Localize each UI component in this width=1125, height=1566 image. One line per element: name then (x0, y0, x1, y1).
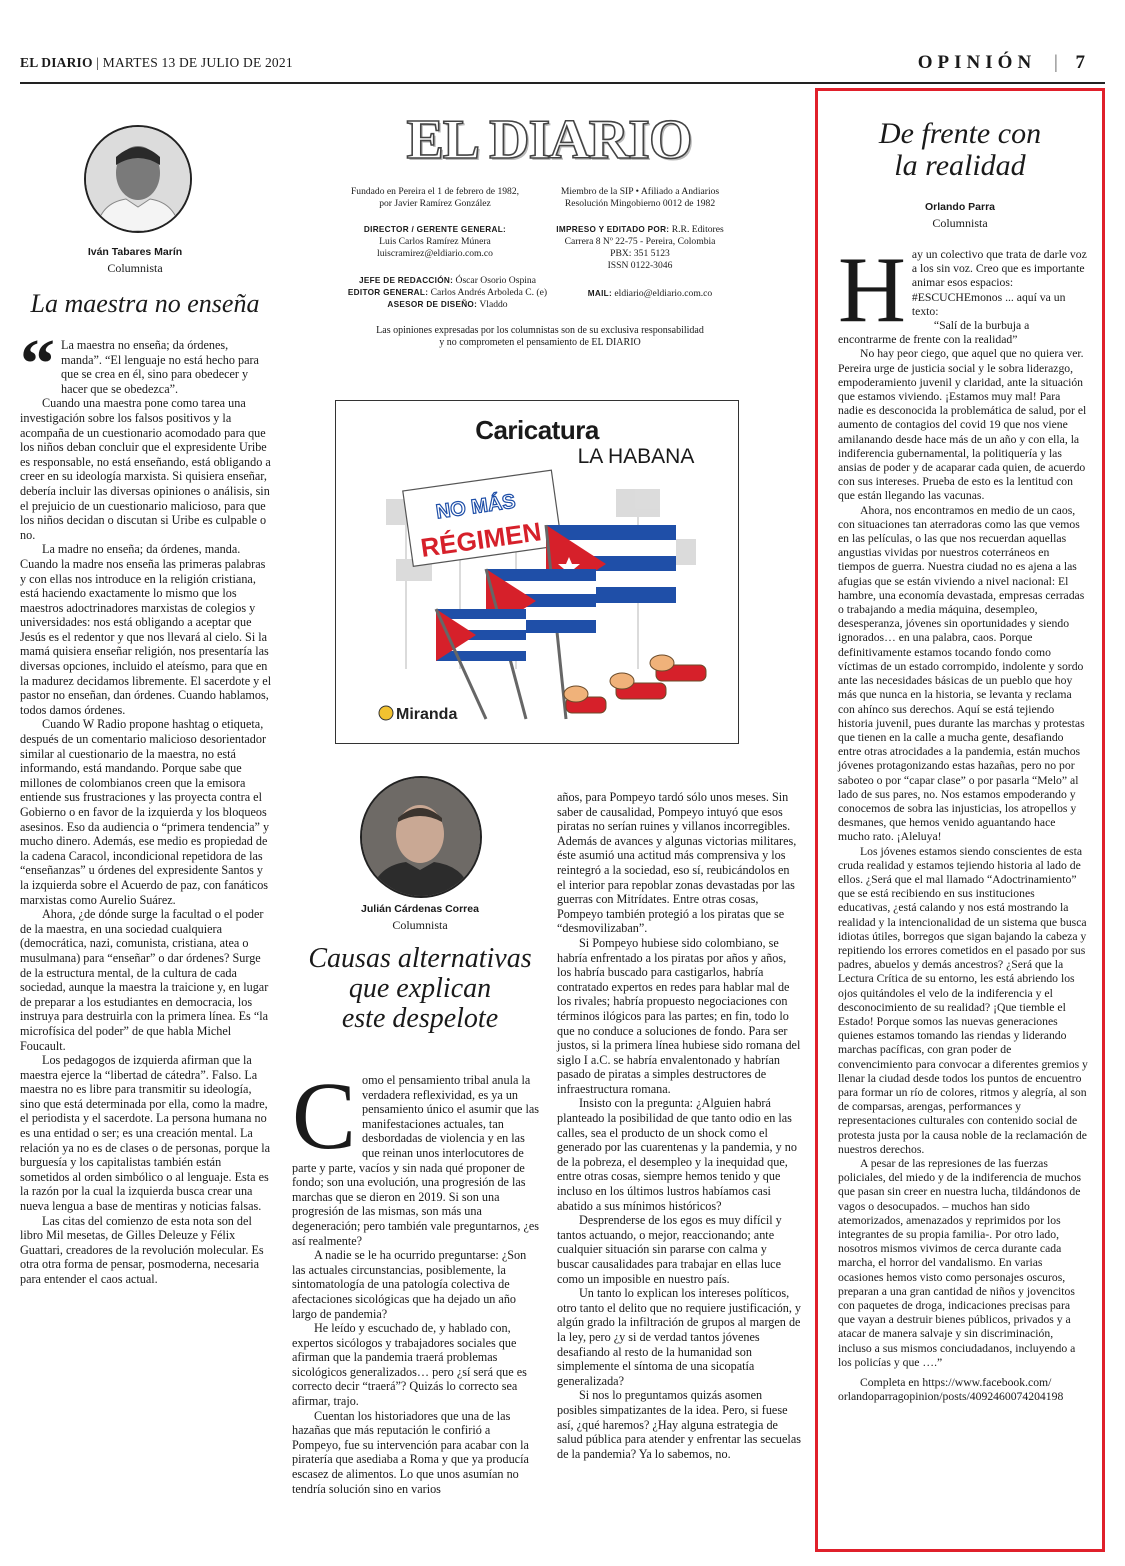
mail-address: eldiario@eldiario.com.co (614, 288, 713, 299)
author-name-orlando: Orlando Parra (924, 201, 996, 213)
paragraph: Los jóvenes estamos siendo conscientes de esta cruda realidad y estamos tejiendo historia al lado de ellos. ¿Será que el mal llamado “Adoctrinamiento” que se está recibiendo en sus instituciones educativas, ¿está calando y nos está mostrando la realidad y la intencionalidad de un sistema que busca idiotas útiles, borregos que sigan bajando la cabeza y repitiendo los errores cometidos en el pasado por sus padres, abuelos y demás ancestros? ¿Será que la Lectura Crítica de su entorno, les está abriendo los ojos quitándoles el velo de la indiferencia y el desconocimiento de su realidad? ¡Que tiemble el Estado! Porque somos las nuevas generaciones quienes estamos tomando las riendas y liderando marchas pacíficas, con gran poder de convencimiento para convocar a diferentes gremios y llenar la ciudad desde todos los puntos de encuentro para formar un río de colores, ritmos y alegría, al son de comparsas, arengas, performances y representaciones culturales con contenido social de protesta justa por la causa noble de la reclamación de nuestros derechos. (838, 844, 1088, 1156)
director-email: luiscramirez@eldiario.com.co (377, 248, 493, 259)
member-line: Miembro de la SIP • Afiliado a Andiarios (560, 186, 720, 197)
title-line: que explican (348, 973, 492, 1005)
paragraph: Cuando W Radio propone hashtag o etiqueta, después de un comentario malicioso desorientador similar al cuestionario de la maestra, no está informando, está mandando. Porque sabe que millones de colombianos creen que la emisora entiende sus frustraciones y las proyecta contra el Gobierno o en favor de la izquierda y los bloqueos asesinos. Eso da audiencia o “primera tendencia” y mucho dinero. Además, ese medio es propiedad de la cadena Caracol, incondicional repetidora de las “enseñanzas” u órdenes del expresidente Santos y la izquierda sobre el Acuerdo de paz, con fanáticos marxistas como Aurelio Suárez. (20, 717, 270, 907)
page-header-left (20, 55, 293, 71)
design-name: Vladdo (479, 299, 508, 310)
masthead-founded (340, 186, 530, 210)
sign-line-2: RÉGIMEN (418, 516, 544, 563)
director-label: DIRECTOR / GERENTE GENERAL: (363, 225, 507, 234)
page-number: 7 (1075, 52, 1085, 73)
pbx: PBX: 351 5123 (610, 248, 670, 259)
article-body-right (838, 238, 1088, 1404)
address: Carrera 8 Nº 22-75 - Pereira, Colombia (564, 236, 716, 247)
article-title-center (290, 944, 550, 1035)
sign-line-1: NO MÁS (434, 490, 517, 524)
paragraph: Si Pompeyo hubiese sido colombiano, se habría enfrentado a los piratas por años y años, los habría buscado para castigarlos, habría contratado expertos en redes para hablar mal de los rivales; habría propuesto negociaciones con términos ilógicos para las partes; en fin, todo lo que no conduce a soluciones de fondo. Para ser justos, si la primera línea hubiese sido romana del siglo I a.C. se habría envalentonado y habrían pasado de piratas a simples destructores de infraestructura romana. (557, 935, 801, 1096)
cartoon-illustration (376, 469, 716, 731)
paragraph: He leído y escuchado de, y hablado con, expertos sicólogos y trabajadores sociales que afirman que la pandemia traerá problemas sicológicos generalizados… pero ¿sí será que es correcto decir “traerá”? Quizás lo correcto sea afirmar, trajo. (292, 1321, 527, 1409)
paragraph: Ahora, ¿de dónde surge la facultad o el poder de la maestra, en una sociedad cualquiera (democrática, nazi, comunista, cristiana, atea o musulmana) para “enseñar” o dar órdenes? Surge de la estructura mental, de la cultura de cada sociedad, aunque la maestra la traicione y, en lugar de preparar a los estudiantes en democracia, los instruya para destruirla con la primera línea. Es “la microfísica del poder” de que habla Michel Foucault. (20, 907, 269, 1053)
author-photo-julian (360, 776, 482, 898)
article-title-left: La maestra no enseña (30, 289, 260, 318)
article-body-center-col1 (292, 1062, 542, 1496)
paragraph: ay un colectivo que trata de darle voz a los sin voz. Creo que es importante animar esos espacios: #ESCUCHEmonos ... aquí va un texto: (911, 248, 1087, 318)
footer-link[interactable]: orlandoparragopinion/posts/4092460074204198 (838, 1390, 1064, 1404)
header-separator-2: | (1053, 52, 1058, 73)
dropcap: C (292, 1062, 357, 1169)
title-line: Causas alternativas (308, 943, 532, 974)
disclaimer-line: Las opiniones expresadas por los columnistas son de su exclusiva responsabilidad (376, 325, 704, 336)
founded-line: por Javier Ramírez González (379, 198, 491, 209)
paragraph: Insisto con la pregunta: ¿Alguien habrá planteado la posibilidad de que tanto odio en las calles, sea el producto de un shock como el generado por las cuarentenas y la pandemia, y no de la pobreza, el desempleo y la inequidad que, entre otras cosas, siempre hemos tenido y que incluso en los últimos lustros habíamos casi abatido a sus mínimos históricos? (557, 1096, 797, 1213)
mail-label: MAIL: (587, 289, 613, 298)
paragraph: omo el pensamiento tribal anula la verdadera reflexividad, es ya un pensamiento único el asumir que las manifestaciones actuales, tan desbordadas de violencia y en las que reinan unos interlocutores de parte y parte, vacíos y sin nada qué proponer de fondo; son una evolución, una progresión de las marchas que se dieron en 2019. Si son una progresión de las mismas, son más una degeneración; pero también vale preguntarnos, ¿es así realmente? (292, 1073, 540, 1248)
chief-name: Óscar Osorio Ospina (455, 275, 536, 286)
printed-by: R.R. Editores (671, 224, 724, 235)
header-separator: | (96, 55, 100, 70)
title-line: este despelote (341, 1003, 499, 1035)
chief-label: JEFE DE REDACCIÓN: (359, 276, 454, 285)
paragraph: Cuentan los historiadores que una de las hazañas que más reputación le confirió a Pompeyo, fue su intervención para acabar con la piratería que asediaba a Roma y que ya producía escasez de alimentos. Lo que unos asumían no tendría solución sino en varios (292, 1408, 529, 1496)
paragraph: Desprenderse de los egos es muy difícil y tantos actuando, o mejor, reaccionando; ante cualquier situación sin pararse con calma y buscar causalidades para trabajar en ellas luce como un imposible en nuestro país. (557, 1213, 782, 1286)
masthead-director (340, 224, 530, 260)
paragraph: A pesar de las represiones de las fuerzas policiales, del miedo y de la indiferencia de muchos que pasan sin creer en nuestra lucha, tildándonos de vagos o desocupados. – muchos han sido atemorizados, amenazados y reprimidos por los integrantes de su propia familia-. Por otro lado, nosotros mismos vivimos de cerca durante cada marcha, el horror del vandalismo. En varias ocasiones hemos visto como personajes oscuros, preparan a una gran cantidad de niños y jovencitos con paquetes de droga, indicaciones precisas para que vayan a destruir bienes públicos, privados y a atacar de manera salvaje y sin discriminación, incluso a sus mismos conciudadanos, incluyendo a los policías y que ….” (838, 1157, 1082, 1369)
cartoon-box (335, 400, 739, 744)
article-body-center-col2 (557, 790, 801, 1461)
masthead-member (545, 186, 735, 210)
author-photo-ivan (84, 125, 192, 233)
paragraph: Los pedagogos de izquierda afirman que la maestra ejerce la “libertad de cátedra”. Falso. La maestra no es libre para transmitir su ideología, sino que está determinada por ella, como la madre, el periodista y el sacerdote. La persona humana no es una entidad o ser; es una creación mental. La relación ya no es de clases o de personas, porque la burguesía y los capitalistas también están sometidos al orden simbólico o al lenguaje. Esta es la razón por la cual la izquierda busca crear una nueva lengua a base de mentiras y noticias falsas. (20, 1053, 271, 1214)
issn: ISSN 0122-3046 (607, 260, 673, 271)
author-role-julian: Columnista (392, 918, 448, 932)
dropcap: H (838, 238, 906, 342)
editor-label: EDITOR GENERAL: (347, 288, 429, 297)
printed-label: IMPRESO Y EDITADO POR: (556, 225, 670, 234)
paragraph: A nadie se le ha ocurrido preguntarse: ¿Son las actuales circunstancias, posiblemente, la sintomatología de una patología colectiva de afectaciones sicológicas que ha dejado un año largo de pandemia? (292, 1248, 527, 1321)
paragraph: Si nos lo preguntamos quizás asomen posibles simpatizantes de la idea. Pero, si fuese así, ¿qué haremos? ¿Hay alguna estrategia de salud pública para atender y enfrentar las secuelas de la pandemia? Ya lo sabemos, no. (557, 1388, 801, 1461)
title-line: De frente con (878, 117, 1042, 150)
quote-mark: “ (20, 326, 55, 403)
artist-name: Miranda (396, 706, 458, 723)
editor-name: Carlos Andrés Arboleda C. (e) (430, 287, 548, 298)
founded-line: Fundado en Pereira el 1 de febrero de 1982, (350, 186, 520, 197)
title-line: la realidad (894, 149, 1026, 183)
masthead-logo: EL DIARIO (406, 109, 692, 171)
paragraph: Ahora, nos encontramos en medio de un caos, con situaciones tan aterradoras como las que vemos en las películas, o las que nos recuerdan aquellas angustias vividas por nuestros coterráneos en tiempos de guerra. Nuestra ciudad no es ajena a las afugias que se están viviendo a nivel nacional: El hambre, una economía devastada, empresas cerradas o trabajando a media máquina, desempleo, desesperanza, jóvenes sin oportunidades y siendo ignorados… en una palabra, caos. Porque definitivamente estamos tocando fondo como víctimas de un estado corrompido, indolente y sordo ante las necesidades básicas de un pueblo que hoy más que nunca en la historia, se levanta y reclama con ahínco sus derechos. Aquí se está tejiendo historia juvenil, pues durante las marchas y protestas que tienen en la calle a mucha gente, desafiando entre otras atrocidades a la pandemia, están muchos jóvenes protagonizando estas hazañas, pero no por saboteo o por “capar clase” o por pasarla “Melo” al lado de sus pares, no. Nos estamos empoderando y conocemos de sobra las injusticias, los atropellos y desmanes, que hemos venido aguantando hace mucho rato. ¡Aleluya! (838, 503, 1085, 844)
design-label: ASESOR DE DISEÑO: (387, 300, 478, 309)
masthead (360, 108, 738, 172)
page-header-right (918, 52, 1085, 74)
paragraph: Un tanto lo explican los intereses políticos, otro tanto el delito que no requiere justificación, y algún grado la infiltración de grupos al margen de la ley, pero ¿y si de verdad tantos jóvenes desafiando al resto de la humanidad son simplemente el síntoma de una sicopatía generalizada? (557, 1286, 802, 1388)
paragraph: La maestra no enseña; da órdenes, manda”. “El lenguaje no está hecho para que se crea en él, sino para obedecer y hacer que se obedezca”. (61, 338, 259, 396)
masthead-printer (545, 224, 735, 272)
article-title-right (830, 118, 1090, 183)
footer-link[interactable]: Completa en https://www.facebook.com/ (860, 1376, 1052, 1390)
member-line: Resolución Mingobierno 0012 de 1982 (564, 198, 716, 209)
paragraph: Las citas del comienzo de esta nota son del libro Mil mesetas, de Gilles Deleuze y Félix Guattari, creadores de la revolución molecular. Es otra otra forma de pensar, posmoderna, necesaria para entender el caos actual. (20, 1213, 264, 1286)
masthead-mail (560, 288, 740, 300)
disclaimer-line: y no comprometen el pensamiento de EL DIARIO (439, 337, 641, 348)
article-body-left (20, 326, 272, 1287)
masthead-disclaimer (340, 325, 740, 349)
paper-name: EL DIARIO (20, 55, 93, 70)
director-name: Luis Carlos Ramírez Múnera (379, 236, 491, 247)
quote-paragraph: “Salí de la burbuja a encontrarme de frente con la realidad” (838, 319, 1030, 347)
cartoon-heading: Caricatura (475, 415, 599, 445)
paragraph: Cuando una maestra pone como tarea una investigación sobre los falsos positivos y la acompaña de un cuestionario acomodado para que los niños deban concluir que el expresidente Uribe es responsable, no está enseñando, está obligando a creer en su ideología marxista. Si quisiera enseñar, debería incluir las diversas opiniones o análisis, sin el prejuicio de un cuestionario malicioso, para que los niños decidan o discutan si Uribe es culpable o no. (20, 396, 271, 542)
author-role-orlando: Columnista (932, 216, 988, 230)
paragraph: No hay peor ciego, que aquel que no quiera ver. Pereira urge de justicia social y le sobra liderazgo, empoderamiento juvenil y claridad, ante la situación que estamos viviendo. ¡Estamos muy mal! Para nadie es desconocida la problemática de salud, por el aumento de contagios del covid 19 que nos viene amilanando desde hace más de un año y con ella, la indiferencia gubernamental, la politiquería y las ansias de poder y de acaparar cada quien, de acuerdo con sus intereses. Prueba de esto es la lentitud con que están llegando las vacunas. (838, 347, 1087, 503)
paragraph: años, para Pompeyo tardó sólo unos meses. Sin saber de causalidad, Pompeyo intuyó que esos piratas no serían ruines y villanos incorregibles. Además de avances y algunas victorias militares, éste asumió una actitud más comprensiva y los reintegró a la sociedad, eso sí, reubicándolos en el interior para repoblar zonas devastadas por las guerras con Mitrídates. Entre otras cosas, Pompeyo también protegió a los piratas que se “desmovilizaban”. (557, 790, 797, 936)
author-name-ivan: Iván Tabares Marín (87, 246, 183, 258)
header-rule (20, 82, 1105, 84)
author-name-julian: Julián Cárdenas Correa (361, 903, 479, 915)
cartoon-subtitle: LA HABANA (577, 445, 695, 468)
masthead-staff (340, 275, 555, 311)
paragraph: La madre no enseña; da órdenes, manda. Cuando la madre nos enseña las primeras palabras y con ellas nos introduce en la religión cristiana, está haciendo exactamente lo mismo que los maestros adoctrinadores marxistas de colegios y universidades: nos está obligando a aceptar que Jesús es el redentor y que nos llevará al cielo. Si la mamá quisiera enseñar religión, nos presentaría las diversas opciones, incluido el ateísmo, para que en la madurez decidamos libremente. El sacerdote y el pastor no enseñan, dan órdenes. Cuando hablamos, todos damos órdenes. (20, 542, 272, 717)
author-role-ivan: Columnista (107, 261, 163, 275)
section-name: OPINIÓN (917, 52, 1037, 73)
issue-date: MARTES 13 DE JULIO DE 2021 (102, 55, 293, 70)
